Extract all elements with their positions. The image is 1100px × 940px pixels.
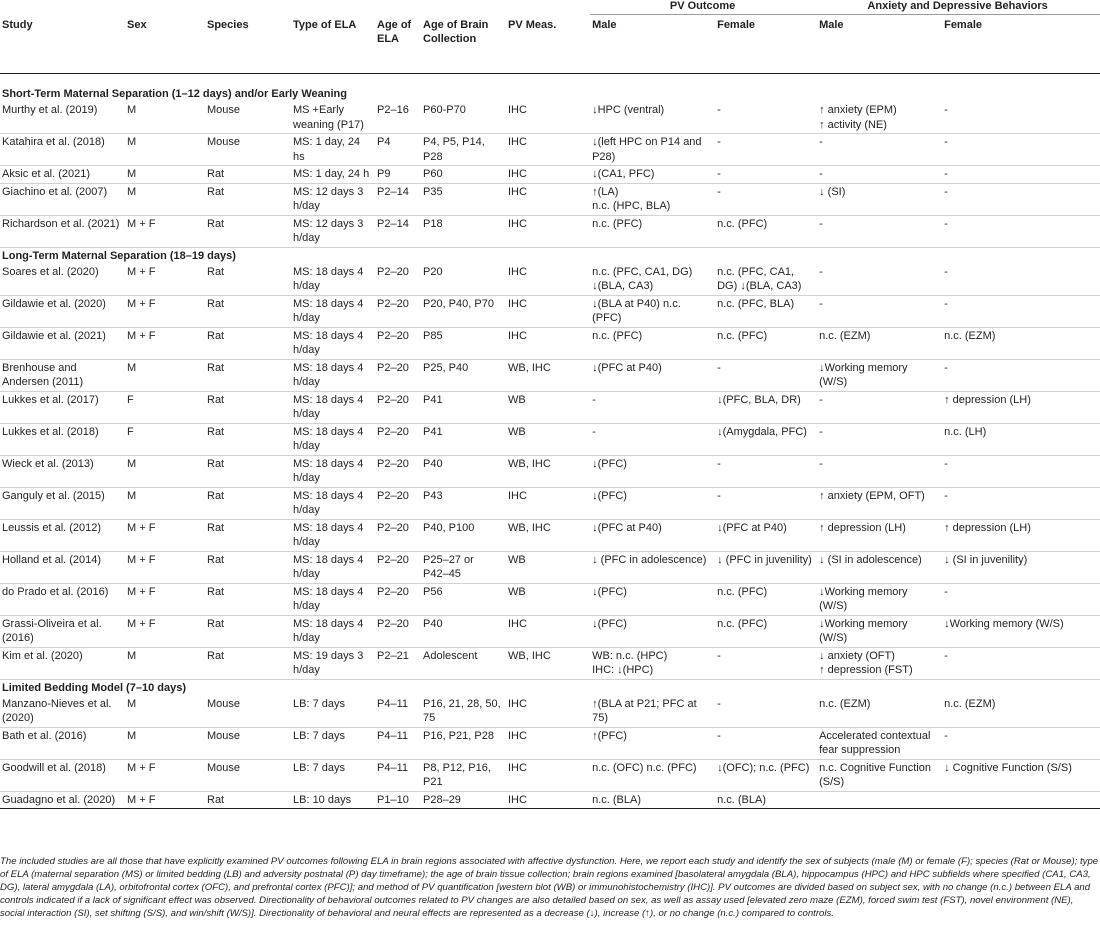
cell-age-of-ela: P9: [377, 168, 391, 180]
cell-study: Holland et al. (2014): [2, 553, 102, 566]
cell-study: Wieck et al. (2013): [2, 457, 94, 470]
cell-behavior-female: ↓ Cognitive Function (S/S): [944, 761, 1072, 774]
cell-pv-female: -: [717, 136, 721, 148]
header-spacer: [0, 0, 590, 15]
cell-pv-female: -: [717, 457, 721, 470]
cell-behavior-male: -: [819, 265, 823, 278]
cell-type-of-ela: MS: 1 day, 24 hs: [293, 136, 361, 163]
cell-pv-male: ↑(LA) n.c. (HPC, BLA): [592, 185, 671, 212]
cell-age-of-brain-collection: P56: [423, 585, 443, 598]
cell-pv-meas: IHC: [508, 217, 527, 230]
cell-sex: M + F: [127, 553, 156, 566]
table-row: [0, 759, 1100, 791]
cell-age-of-ela: P2–20: [377, 617, 409, 630]
cell-sex: M + F: [127, 265, 156, 278]
cell-type-of-ela: MS: 18 days 4 h/day: [293, 457, 364, 484]
cell-behavior-male: ↑ anxiety (EPM, OFT): [819, 489, 925, 502]
cell-pv-meas: IHC: [508, 168, 527, 180]
cell-age-of-ela: P2–20: [377, 297, 409, 310]
cell-type-of-ela: MS: 18 days 4 h/day: [293, 617, 364, 644]
cell-age-of-ela: P2–20: [377, 265, 409, 278]
cell-pv-meas: WB: [508, 393, 526, 406]
cell-age-of-ela: P2–20: [377, 585, 409, 598]
cell-age-of-brain-collection: P20: [423, 265, 443, 278]
table-row: [0, 264, 1100, 296]
cell-pv-male: ↑(PFC): [592, 729, 627, 742]
cell-pv-female: n.c. (PFC, CA1, DG) ↓(BLA, CA3): [717, 265, 802, 292]
cell-pv-meas: WB, IHC: [508, 457, 551, 470]
cell-age-of-ela: P2–20: [377, 457, 409, 470]
cell-pv-male: ↓(PFC at P40): [592, 361, 662, 374]
cell-sex: M + F: [127, 585, 156, 598]
section-row: [0, 247, 1100, 264]
cell-type-of-ela: MS: 18 days 4 h/day: [293, 489, 364, 516]
header-pv-meas: PV Meas.: [508, 18, 557, 31]
cell-pv-male: n.c. (PFC): [592, 329, 643, 342]
cell-sex: M: [127, 104, 137, 116]
cell-pv-male: ↓(PFC): [592, 617, 627, 630]
cell-sex: M: [127, 168, 137, 180]
cell-behavior-female: -: [944, 649, 948, 662]
header-pv-female: Female: [717, 19, 756, 31]
cell-sex: F: [127, 393, 134, 406]
cell-type-of-ela: MS: 18 days 4 h/day: [293, 393, 364, 420]
cell-species: Rat: [207, 649, 225, 662]
cell-behavior-female: n.c. (EZM): [944, 329, 996, 342]
cell-behavior-male: -: [819, 425, 823, 438]
cell-pv-meas: WB, IHC: [508, 361, 551, 374]
header-age-of-brain-collection: Age of Brain Collection: [423, 18, 489, 45]
cell-species: Rat: [207, 585, 225, 598]
cell-behavior-male: -: [819, 297, 823, 310]
cell-pv-meas: IHC: [508, 761, 527, 774]
cell-sex: M + F: [127, 329, 156, 342]
cell-age-of-ela: P2–21: [377, 649, 409, 662]
cell-age-of-brain-collection: P60-P70: [423, 104, 466, 116]
cell-pv-female: -: [717, 361, 721, 374]
cell-type-of-ela: MS: 18 days 4 h/day: [293, 553, 364, 580]
cell-species: Rat: [207, 217, 225, 230]
cell-behavior-male: ↓Working memory (W/S): [819, 361, 908, 388]
table-row: [0, 696, 1100, 728]
cell-behavior-male: -: [819, 136, 823, 148]
cell-behavior-female: ↑ depression (LH): [944, 393, 1031, 406]
table-row: [0, 519, 1100, 551]
cell-pv-female: ↓(Amygdala, PFC): [717, 425, 807, 438]
table-row: [0, 327, 1100, 359]
cell-age-of-ela: P2–14: [377, 217, 409, 230]
cell-type-of-ela: LB: 7 days: [293, 697, 345, 710]
cell-pv-female: n.c. (PFC): [717, 617, 768, 630]
cell-study: Murthy et al. (2019): [2, 104, 98, 116]
table-header: [0, 0, 1100, 74]
cell-behavior-male: n.c. (EZM): [819, 329, 871, 342]
cell-species: Rat: [207, 553, 225, 566]
cell-age-of-brain-collection: P40: [423, 457, 443, 470]
cell-age-of-ela: P2–20: [377, 393, 409, 406]
cell-pv-female: -: [717, 649, 721, 662]
cell-study: Gildawie et al. (2020): [2, 297, 106, 310]
cell-pv-female: -: [717, 168, 721, 180]
cell-behavior-male: -: [819, 217, 823, 230]
cell-age-of-ela: P2–20: [377, 553, 409, 566]
cell-age-of-ela: P1–10: [377, 793, 409, 806]
cell-sex: M + F: [127, 793, 156, 806]
cell-behavior-female: -: [944, 585, 948, 598]
table-row: [0, 791, 1100, 809]
cell-age-of-ela: P4–11: [377, 761, 408, 774]
cell-species: Rat: [207, 361, 225, 374]
cell-study: Lukkes et al. (2018): [2, 425, 99, 438]
cell-species: Mouse: [207, 761, 241, 774]
cell-age-of-ela: P2–20: [377, 521, 409, 534]
cell-study: Ganguly et al. (2015): [2, 489, 105, 502]
cell-species: Rat: [207, 185, 225, 198]
cell-species: Rat: [207, 425, 225, 438]
cell-age-of-brain-collection: P8, P12, P16, P21: [423, 761, 491, 788]
cell-behavior-female: ↑ depression (LH): [944, 521, 1031, 534]
cell-pv-female: ↓ (PFC in juvenility): [717, 553, 812, 566]
cell-type-of-ela: MS: 18 days 4 h/day: [293, 425, 364, 452]
cell-species: Mouse: [207, 729, 241, 742]
cell-age-of-brain-collection: Adolescent: [423, 649, 478, 662]
cell-behavior-female: n.c. (EZM): [944, 697, 996, 710]
cell-age-of-brain-collection: P41: [423, 425, 443, 438]
section-row: [0, 86, 1100, 102]
cell-behavior-male: ↓ (SI in adolescence): [819, 553, 922, 566]
cell-study: Manzano-Nieves et al. (2020): [2, 697, 112, 724]
cell-sex: M: [127, 457, 137, 470]
header-species: Species: [207, 18, 249, 31]
cell-type-of-ela: LB: 10 days: [293, 793, 352, 806]
cell-age-of-brain-collection: P40: [423, 617, 443, 630]
spacer-cell: [0, 74, 1100, 87]
cell-study: Kim et al. (2020): [2, 649, 83, 662]
cell-age-of-brain-collection: P20, P40, P70: [423, 297, 494, 310]
table-row: [0, 647, 1100, 679]
cell-species: Rat: [207, 521, 225, 534]
header-group-behaviors: Anxiety and Depressive Behaviors: [817, 0, 1100, 15]
table-row: [0, 359, 1100, 391]
cell-behavior-male: ↑ depression (LH): [819, 521, 906, 534]
table-row: [0, 455, 1100, 487]
cell-type-of-ela: MS: 12 days 3 h/day: [293, 185, 364, 212]
cell-age-of-brain-collection: P40, P100: [423, 521, 475, 534]
cell-pv-meas: WB, IHC: [508, 521, 551, 534]
cell-age-of-ela: P4: [377, 136, 391, 148]
cell-age-of-ela: P2–20: [377, 329, 409, 342]
cell-pv-meas: IHC: [508, 185, 527, 198]
header-type-of-ela: Type of ELA: [293, 18, 357, 31]
cell-behavior-male: ↓Working memory (W/S): [819, 585, 908, 612]
table-row: [0, 134, 1100, 166]
cell-study: Katahira et al. (2018): [2, 136, 105, 148]
cell-pv-male: ↓(BLA at P40) n.c. (PFC): [592, 297, 681, 324]
cell-sex: M: [127, 489, 137, 502]
cell-study: Gildawie et al. (2021): [2, 329, 106, 342]
cell-pv-meas: IHC: [508, 489, 527, 502]
cell-age-of-brain-collection: P25, P40: [423, 361, 469, 374]
cell-study: Brenhouse and Andersen (2011): [2, 361, 84, 388]
cell-type-of-ela: MS: 18 days 4 h/day: [293, 521, 364, 548]
cell-sex: M: [127, 729, 137, 742]
cell-pv-meas: IHC: [508, 329, 527, 342]
section-title: Limited Bedding Model (7–10 days): [2, 681, 186, 694]
cell-pv-meas: WB: [508, 553, 526, 566]
cell-sex: M: [127, 136, 137, 148]
cell-age-of-brain-collection: P16, 21, 28, 50, 75: [423, 697, 501, 724]
cell-behavior-male: -: [819, 457, 823, 470]
cell-sex: M + F: [127, 217, 156, 230]
header-behavior-male: Male: [819, 19, 844, 31]
cell-sex: M: [127, 361, 137, 374]
cell-pv-meas: IHC: [508, 136, 527, 148]
section-title: Short-Term Maternal Separation (1–12 days) and/or Early Weaning: [2, 88, 347, 100]
cell-study: Guadagno et al. (2020): [2, 793, 116, 806]
table-row: [0, 487, 1100, 519]
cell-pv-male: ↓HPC (ventral): [592, 104, 665, 116]
cell-pv-meas: WB: [508, 585, 526, 598]
table-row: [0, 183, 1100, 215]
cell-behavior-male: -: [819, 393, 823, 406]
cell-sex: M + F: [127, 297, 156, 310]
cell-behavior-male: -: [819, 168, 823, 180]
cell-species: Rat: [207, 168, 225, 180]
cell-sex: M: [127, 185, 137, 198]
cell-behavior-male: ↓Working memory (W/S): [819, 617, 908, 644]
cell-pv-meas: IHC: [508, 265, 527, 278]
cell-behavior-female: -: [944, 361, 948, 374]
cell-pv-female: ↓(OFC); n.c. (PFC): [717, 761, 810, 774]
cell-behavior-male: ↑ anxiety (EPM) ↑ activity (NE): [819, 104, 897, 131]
cell-species: Rat: [207, 457, 225, 470]
cell-type-of-ela: MS: 18 days 4 h/day: [293, 297, 364, 324]
cell-species: Rat: [207, 793, 225, 806]
section-spacer: [0, 74, 1100, 87]
cell-behavior-female: -: [944, 729, 948, 742]
cell-behavior-female: -: [944, 168, 948, 180]
table-row: [0, 423, 1100, 455]
cell-study: Grassi-Oliveira et al. (2016): [2, 617, 102, 644]
cell-type-of-ela: MS: 1 day, 24 h: [293, 168, 370, 180]
cell-age-of-brain-collection: P60: [423, 168, 443, 180]
table-row: [0, 551, 1100, 583]
cell-sex: M: [127, 697, 137, 710]
cell-pv-female: n.c. (PFC, BLA): [717, 297, 795, 310]
cell-pv-female: -: [717, 729, 721, 742]
cell-age-of-brain-collection: P16, P21, P28: [423, 729, 494, 742]
cell-study: Leussis et al. (2012): [2, 521, 102, 534]
cell-type-of-ela: LB: 7 days: [293, 761, 345, 774]
cell-pv-meas: IHC: [508, 104, 527, 116]
cell-pv-male: -: [592, 393, 596, 406]
cell-behavior-male: ↓ anxiety (OFT) ↑ depression (FST): [819, 649, 913, 676]
cell-type-of-ela: MS +Early weaning (P17): [293, 104, 364, 131]
table-body: [0, 74, 1100, 809]
cell-type-of-ela: MS: 18 days 4 h/day: [293, 585, 364, 612]
cell-pv-male: ↓(CA1, PFC): [592, 168, 655, 180]
cell-behavior-female: -: [944, 104, 948, 116]
table-row: [0, 727, 1100, 759]
cell-study: Aksic et al. (2021): [2, 168, 91, 180]
cell-behavior-female: n.c. (LH): [944, 425, 987, 438]
cell-pv-male: -: [592, 425, 596, 438]
cell-type-of-ela: MS: 12 days 3 h/day: [293, 217, 364, 244]
cell-study: Goodwill et al. (2018): [2, 761, 106, 774]
cell-pv-male: n.c. (OFC) n.c. (PFC): [592, 761, 697, 774]
cell-species: Mouse: [207, 136, 241, 148]
cell-pv-meas: IHC: [508, 617, 527, 630]
cell-study: Bath et al. (2016): [2, 729, 87, 742]
cell-age-of-ela: P2–16: [377, 104, 409, 116]
cell-pv-meas: IHC: [508, 729, 527, 742]
cell-pv-female: n.c. (PFC): [717, 217, 768, 230]
cell-age-of-ela: P2–20: [377, 361, 409, 374]
table-caption: The included studies are all those that have explicitly examined PV outcomes following ELA in brain regions associated with affective dysfunction. Here, we report each study and identify the sex of subjects (male (M) or female (F); species (Rat or Mouse); type of ELA (maternal separation (MS) or limited bedding (LB) and adversity postnatal (P) day timeframe); the age of brain tissue collection; brain regions examined [basolateral amygdala (BLA), hippocampus (HPC) and HPC subfields where specified (CA1, CA3, DG), lateral amygdala (LA), orbitofrontal cortex (OFC), and prefrontal cortex (PFC)]; and method of PV quantification [western blot (WB) or immunohistochemistry (IHC)]. PV outcomes are divided based on subject sex, with no change (n.c.) between ELA and controls indicated if a lack of significant effect was observed. Directionality of behavioral outcomes related to PV changes are also detailed based on sex, as well as assay used [elevated zero maze (EZM), forced swim test (FST), novel environment (NE), social interaction (SI), set shifting (S/S), and win/shift (W/S)]. Directionality of behavioral and neural effects are represented as a decrease (↓), increase (↑), or no change (n.c.) compared to controls.: [0, 856, 1099, 919]
cell-pv-male: n.c. (BLA): [592, 793, 641, 806]
table-row: [0, 391, 1100, 423]
header-group-pv-outcome: PV Outcome: [590, 0, 817, 15]
cell-behavior-female: ↓Working memory (W/S): [944, 617, 1064, 630]
cell-pv-female: n.c. (PFC): [717, 585, 768, 598]
cell-behavior-female: -: [944, 265, 948, 278]
cell-age-of-ela: P2–14: [377, 185, 409, 198]
cell-pv-male: n.c. (PFC, CA1, DG) ↓(BLA, CA3): [592, 265, 693, 292]
cell-behavior-female: -: [944, 489, 948, 502]
cell-species: Rat: [207, 393, 225, 406]
cell-type-of-ela: MS: 18 days 4 h/day: [293, 361, 364, 388]
cell-sex: F: [127, 425, 134, 438]
cell-pv-male: ↓(PFC): [592, 489, 627, 502]
table-row: [0, 102, 1100, 134]
header-pv-male: Male: [592, 19, 617, 31]
cell-behavior-male: [817, 791, 942, 809]
cell-pv-meas: WB, IHC: [508, 649, 551, 662]
cell-behavior-female: ↓ (SI in juvenility): [944, 553, 1028, 566]
cell-age-of-brain-collection: P28–29: [423, 793, 461, 806]
cell-species: Rat: [207, 489, 225, 502]
table-row: [0, 295, 1100, 327]
cell-pv-male: ↓ (PFC in adolescence): [592, 553, 707, 566]
cell-study: Richardson et al. (2021): [2, 217, 120, 230]
cell-behavior-male: Accelerated contextual fear suppression: [819, 729, 931, 756]
cell-behavior-male: n.c. (EZM): [819, 697, 871, 710]
table-row: [0, 583, 1100, 615]
cell-behavior-female: -: [944, 136, 948, 148]
section-title: Long-Term Maternal Separation (18–19 days): [2, 249, 236, 262]
cell-behavior-male: ↓ (SI): [819, 185, 846, 198]
cell-sex: M + F: [127, 521, 156, 534]
header-sex: Sex: [127, 18, 147, 31]
cell-pv-female: -: [717, 489, 721, 502]
cell-pv-male: ↓(left HPC on P14 and P28): [592, 136, 702, 163]
cell-age-of-brain-collection: P43: [423, 489, 443, 502]
cell-species: Rat: [207, 329, 225, 342]
cell-study: Lukkes et al. (2017): [2, 393, 99, 406]
cell-sex: M: [127, 649, 137, 662]
cell-pv-male: WB: n.c. (HPC) IHC: ↓(HPC): [592, 649, 668, 676]
cell-behavior-female: [942, 791, 1100, 809]
cell-age-of-ela: P2–20: [377, 425, 409, 438]
cell-age-of-brain-collection: P4, P5, P14, P28: [423, 136, 485, 163]
cell-pv-male: n.c. (PFC): [592, 217, 643, 230]
cell-age-of-ela: P2–20: [377, 489, 409, 502]
cell-behavior-male: n.c. Cognitive Function (S/S): [819, 761, 931, 788]
cell-behavior-female: -: [944, 297, 948, 310]
header-behavior-female: Female: [944, 19, 983, 31]
cell-pv-female: n.c. (BLA): [717, 793, 766, 806]
cell-pv-female: ↓(PFC at P40): [717, 521, 787, 534]
table-row: [0, 166, 1100, 184]
cell-age-of-ela: P4–11: [377, 729, 408, 742]
cell-species: Rat: [207, 265, 225, 278]
cell-pv-female: -: [717, 104, 721, 116]
cell-sex: M + F: [127, 761, 156, 774]
cell-behavior-female: -: [944, 185, 948, 198]
cell-study: Giachino et al. (2007): [2, 185, 108, 198]
cell-species: Mouse: [207, 104, 241, 116]
cell-age-of-brain-collection: P35: [423, 185, 443, 198]
header-study: Study: [2, 18, 33, 31]
cell-pv-female: ↓(PFC, BLA, DR): [717, 393, 801, 406]
cell-age-of-ela: P4–11: [377, 697, 408, 710]
cell-pv-meas: IHC: [508, 697, 527, 710]
table-row: [0, 615, 1100, 647]
cell-pv-male: ↓(PFC at P40): [592, 521, 662, 534]
cell-study: Soares et al. (2020): [2, 265, 99, 278]
cell-pv-male: ↑(BLA at P21; PFC at 75): [592, 697, 697, 724]
cell-age-of-brain-collection: P25–27 or P42–45: [423, 553, 474, 580]
cell-pv-meas: IHC: [508, 297, 527, 310]
cell-pv-meas: WB: [508, 425, 526, 438]
table-row: [0, 215, 1100, 247]
cell-type-of-ela: MS: 18 days 4 h/day: [293, 329, 364, 356]
cell-pv-female: -: [717, 697, 721, 710]
header-age-of-ela: Age of ELA: [377, 18, 412, 45]
cell-pv-male: ↓(PFC): [592, 457, 627, 470]
cell-type-of-ela: LB: 7 days: [293, 729, 345, 742]
cell-pv-meas: IHC: [508, 793, 527, 806]
cell-age-of-brain-collection: P41: [423, 393, 443, 406]
cell-species: Rat: [207, 297, 225, 310]
cell-pv-female: n.c. (PFC): [717, 329, 768, 342]
cell-behavior-female: -: [944, 217, 948, 230]
cell-behavior-female: -: [944, 457, 948, 470]
cell-age-of-brain-collection: P18: [423, 217, 443, 230]
cell-species: Rat: [207, 617, 225, 630]
cell-pv-female: -: [717, 185, 721, 198]
cell-type-of-ela: MS: 18 days 4 h/day: [293, 265, 364, 292]
cell-study: do Prado et al. (2016): [2, 585, 109, 598]
cell-sex: M + F: [127, 617, 156, 630]
cell-age-of-brain-collection: P85: [423, 329, 443, 342]
cell-type-of-ela: MS: 19 days 3 h/day: [293, 649, 364, 676]
cell-species: Mouse: [207, 697, 241, 710]
section-row: [0, 679, 1100, 696]
cell-pv-male: ↓(PFC): [592, 585, 627, 598]
